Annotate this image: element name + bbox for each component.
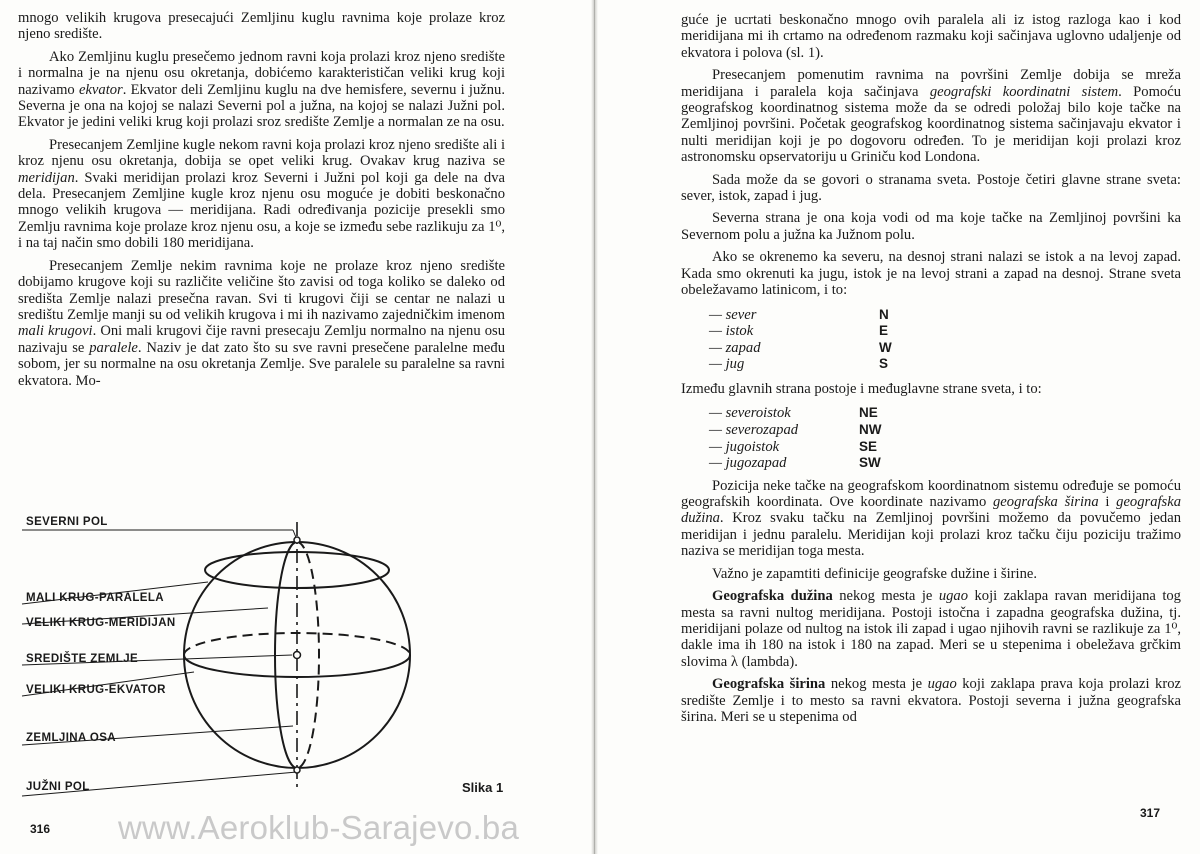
watermark: www.Aeroklub-Sarajevo.ba [118, 809, 519, 846]
paragraph: Severna strana je ona koja vodi od ma koje tačke na Zemljinoj površini ka Severnom polu a južna ka Južnom polu. [681, 210, 1181, 243]
right-page [598, 0, 1200, 854]
page-number-left: 316 [30, 822, 51, 836]
label-severni-pol: SEVERNI POL [26, 516, 108, 528]
earth-diagram [0, 500, 560, 810]
list-item: — jugoistok SE [709, 438, 878, 455]
label-veliki-ekvator: VELIKI KRUG-EKVATOR [26, 684, 166, 696]
book-gutter [591, 0, 598, 854]
list-item: — jug S [709, 356, 889, 373]
main-directions-table [709, 307, 892, 373]
paragraph: Presecanjem pomenutim ravnima na površini Zemlje dobija se mreža meridijana i paralela koja sačinjava geografski koordinatni sistem. Pomoću geografskog koordinatnog sistema može da se odredi položaj bilo koje tačke na Zemljinoj površini. Početak geografskog koordinatnog sistema sačinjavaju ekvator i nulti meridijan koji je po dogovoru određen. To je meridijan koji prolazi kroz astronomsku opservatoriju u Griniču kod Londona. [681, 67, 1182, 166]
paragraph: Važno je zapamtiti definicije geografske dužine i širine. [712, 565, 1037, 582]
inter-directions-table [709, 405, 882, 471]
list-item: — severoistok NE [709, 405, 878, 422]
paragraph: Pozicija neke tačke na geografskom koordinatnom sistemu određuje se pomoću geografskih koordinata. Ove koordinate nazivamo geografska širina i geografska dužina. Kroz svaku tačku na Zemljinoj površini možemo da povučemo jedan meridijan i jednu paralelu. Meridijan koji prolazi kroz tačku čiju poziciju tražimo naziva se meridijan toga mesta. [681, 477, 1181, 560]
paragraph: Između glavnih strana postoje i međuglavne strane sveta, i to: [681, 380, 1042, 397]
paragraph: Presecanjem Zemlje nekim ravnima koje ne prolaze kroz njeno središte dobijamo krugove koji su različite veličine što zavisi od toga koliko se daleko od središta Zemlje nalazi presečna ravan. Svi ti krugovi čiji se centar ne nalazi u središtu Zemlje manji su od velikih krugova i mi ih nazivamo zajedničkim imenom mali krugovi. Oni mali krugovi čije ravni presecaju Zemlju normalno na njenu osu nazivaju se paralele. Naziv je dat zato što su sve ravni presečene paralelne među sobom, jer su normalne na osu okretanja Zemlje. Sve paralele su paralelne sa ravni ekvatora. Mo- [18, 257, 505, 389]
list-item: — istok E [709, 323, 889, 340]
paragraph: Geografska širina nekog mesta je ugao koji zaklapa prava koja prolazi kroz središte Zemlje i to mesto sa ravni ekvatora. Postoji severna i južna geografska širina. Meri se u stepenima od [681, 676, 1181, 725]
list-item: — sever N [709, 306, 889, 323]
paragraph: guće je ucrtati beskonačno mnogo ovih paralela ali iz istog razloga kao i kod meridijana mi ih crtamo na određenom razmaku koji sačinjava uglovno udaljenje od ekvatora i polova (sl. 1). [681, 12, 1181, 61]
paragraph: Sada može da se govori o stranama sveta. Postoje četiri glavne strane sveta: sever, istok, zapad i jug. [681, 171, 1181, 205]
label-srediste: SREDIŠTE ZEMLJE [26, 653, 139, 665]
label-juzni-pol: JUŽNI POL [26, 781, 90, 793]
list-item: — zapad W [709, 339, 892, 356]
list-item: — severozapad NW [709, 421, 882, 438]
paragraph: Geografska dužina nekog mesta je ugao koji zaklapa ravan meridijana tog mesta sa ravni nultog meridijana. Postoji istočna i zapadna geografska dužina, tj. meridijani polaze od nultog na istok ili zapad i ugao njihovih ravni se razlikuje za 1⁰, dakle ima ih 180 na istok i 180 na zapad. Meri se u stepenima i obeležava grčkim slovima λ (lambda). [681, 588, 1181, 670]
label-zemljina-osa: ZEMLJINA OSA [26, 732, 116, 744]
list-item: — jugozapad SW [709, 455, 881, 472]
figure-caption: Slika 1 [462, 780, 504, 795]
page-number-right: 317 [1140, 806, 1161, 820]
paragraph: Presecanjem Zemljine kugle nekom ravni koja prolazi kroz njeno središte ali i kroz njenu osu okretanja, dobija se opet veliki krug. Ovakav krug naziva se meridijan. Svaki meridijan prolazi kroz Severni i Južni pol koji ga dele na dva dela. Presecanjem Zemljine kugle kroz njenu osu moguće je dobiti beskonačno mnogo velikih krugova — meridijana. Radi određivanja pozicije presekli smo Zemlju ravnima koje prolaze kroz njenu osu, a koje se između sebe razlikuju za 1⁰, i na taj način smo dobili 180 meridijana. [18, 136, 505, 252]
paragraph: Ako Zemljinu kuglu presečemo jednom ravni koja prolazi kroz njeno središte i normalna je na njenu osu okretanja, dobićemo karakterističan veliki krug koji nazivamo ekvator. Ekvator deli Zemljinu kuglu na dve hemisfere, severnu i južnu. Severna je ona na kojoj se nalazi Severni pol a južna, na kojoj se nalazi Južni pol. Ekvator je jedini veliki krug koji prolazi sroz središte Zemlje a normalan ze na osu. [18, 48, 505, 131]
paragraph: mnogo velikih krugova presecajući Zemljinu kuglu ravnima koje prolaze kroz njeno središte. [18, 10, 505, 43]
paragraph: Ako se okrenemo ka severu, na desnoj strani nalazi se istok a na levoj zapad. Kada smo okrenuti ka jugu, istok je na levoj strani a zapad na desnoj. Strane sveta obeležavamo latinicom, i to: [681, 249, 1181, 299]
label-veliki-meridijan: VELIKI KRUG-MERIDIJAN [26, 617, 176, 629]
center-point [294, 652, 301, 659]
label-mali-krug: MALI KRUG-PARALELA [26, 592, 164, 604]
right-page-text [681, 12, 1181, 725]
left-page [0, 0, 595, 854]
left-page-text [18, 10, 505, 389]
